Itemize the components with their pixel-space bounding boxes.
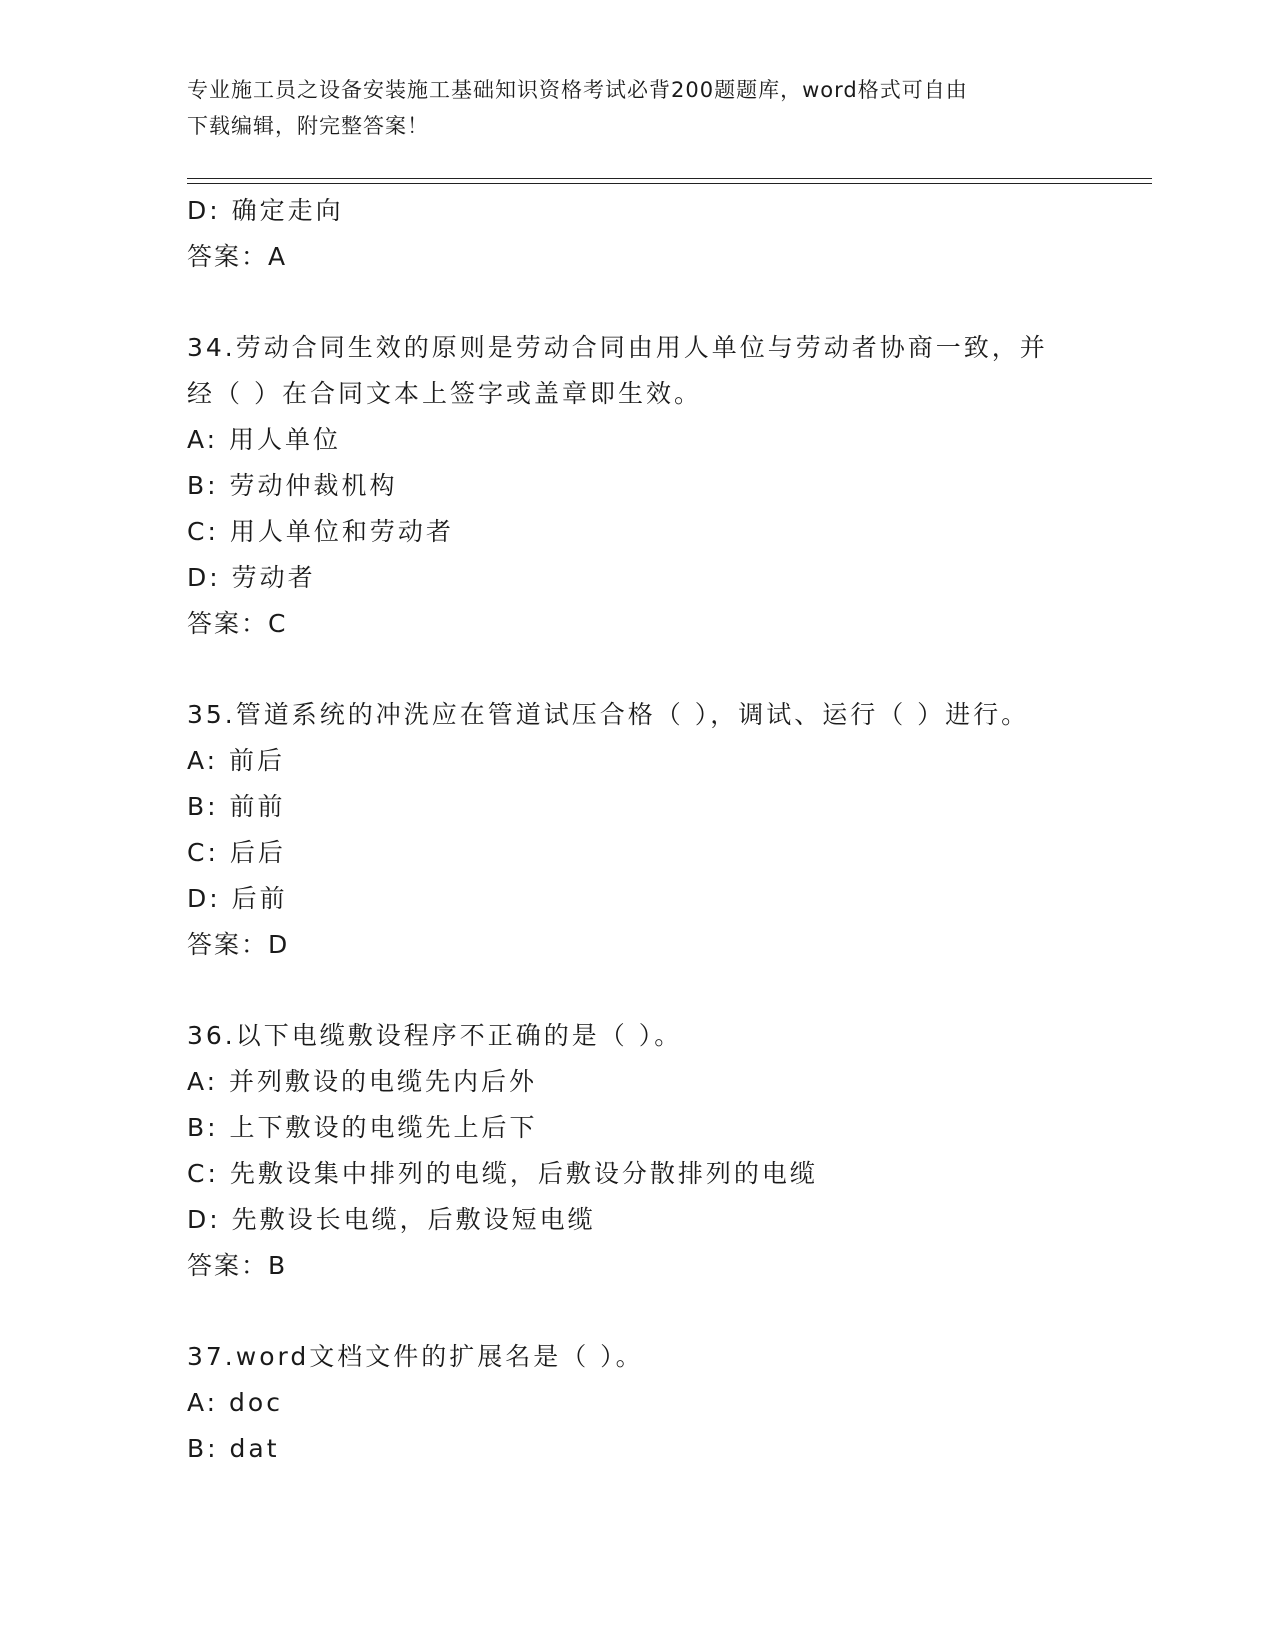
option-b: B: 前前 bbox=[187, 792, 286, 821]
option-c: C: 后后 bbox=[187, 838, 286, 867]
question-stem-continued: 经（ ）在合同文本上签字或盖章即生效。 bbox=[187, 379, 702, 408]
option-b: B: dat bbox=[187, 1434, 280, 1463]
option-d: D: 先敷设长电缆，后敷设短电缆 bbox=[187, 1205, 596, 1234]
option-a: A: 用人单位 bbox=[187, 425, 342, 454]
option-a: A: 并列敷设的电缆先内后外 bbox=[187, 1067, 538, 1096]
option-d: D: 后前 bbox=[187, 884, 288, 913]
question-stem: 35.管道系统的冲洗应在管道试压合格（ ），调试、运行（ ）进行。 bbox=[187, 700, 1030, 729]
question-37 bbox=[187, 1334, 1087, 1472]
answer: 答案：A bbox=[187, 242, 288, 271]
option-b: B: 上下敷设的电缆先上后下 bbox=[187, 1113, 538, 1142]
document-header bbox=[187, 72, 1067, 144]
question-list bbox=[187, 188, 1087, 1472]
answer: 答案：C bbox=[187, 609, 288, 638]
question-35 bbox=[187, 692, 1087, 968]
previous-question-tail bbox=[187, 188, 1087, 280]
option-b: B: 劳动仲裁机构 bbox=[187, 471, 398, 500]
header-line-1: 专业施工员之设备安装施工基础知识资格考试必背200题题库，word格式可自由 bbox=[187, 78, 968, 102]
question-34 bbox=[187, 325, 1087, 647]
option-a: A: 前后 bbox=[187, 746, 286, 775]
option-d: D: 劳动者 bbox=[187, 563, 316, 592]
question-stem: 36.以下电缆敷设程序不正确的是（ ）。 bbox=[187, 1021, 683, 1050]
option-a: A: doc bbox=[187, 1388, 283, 1417]
answer: 答案：D bbox=[187, 930, 290, 959]
answer: 答案：B bbox=[187, 1251, 288, 1280]
question-stem: 37.word文档文件的扩展名是（ ）。 bbox=[187, 1342, 644, 1371]
question-36 bbox=[187, 1013, 1087, 1289]
option-d: D: 确定走向 bbox=[187, 196, 344, 225]
header-divider-bottom bbox=[187, 183, 1152, 184]
header-line-2: 下载编辑，附完整答案！ bbox=[187, 114, 429, 138]
option-c: C: 先敷设集中排列的电缆，后敷设分散排列的电缆 bbox=[187, 1159, 818, 1188]
question-stem: 34.劳动合同生效的原则是劳动合同由用人单位与劳动者协商一致，并 bbox=[187, 333, 1048, 362]
header-divider-top bbox=[187, 178, 1152, 179]
option-c: C: 用人单位和劳动者 bbox=[187, 517, 454, 546]
